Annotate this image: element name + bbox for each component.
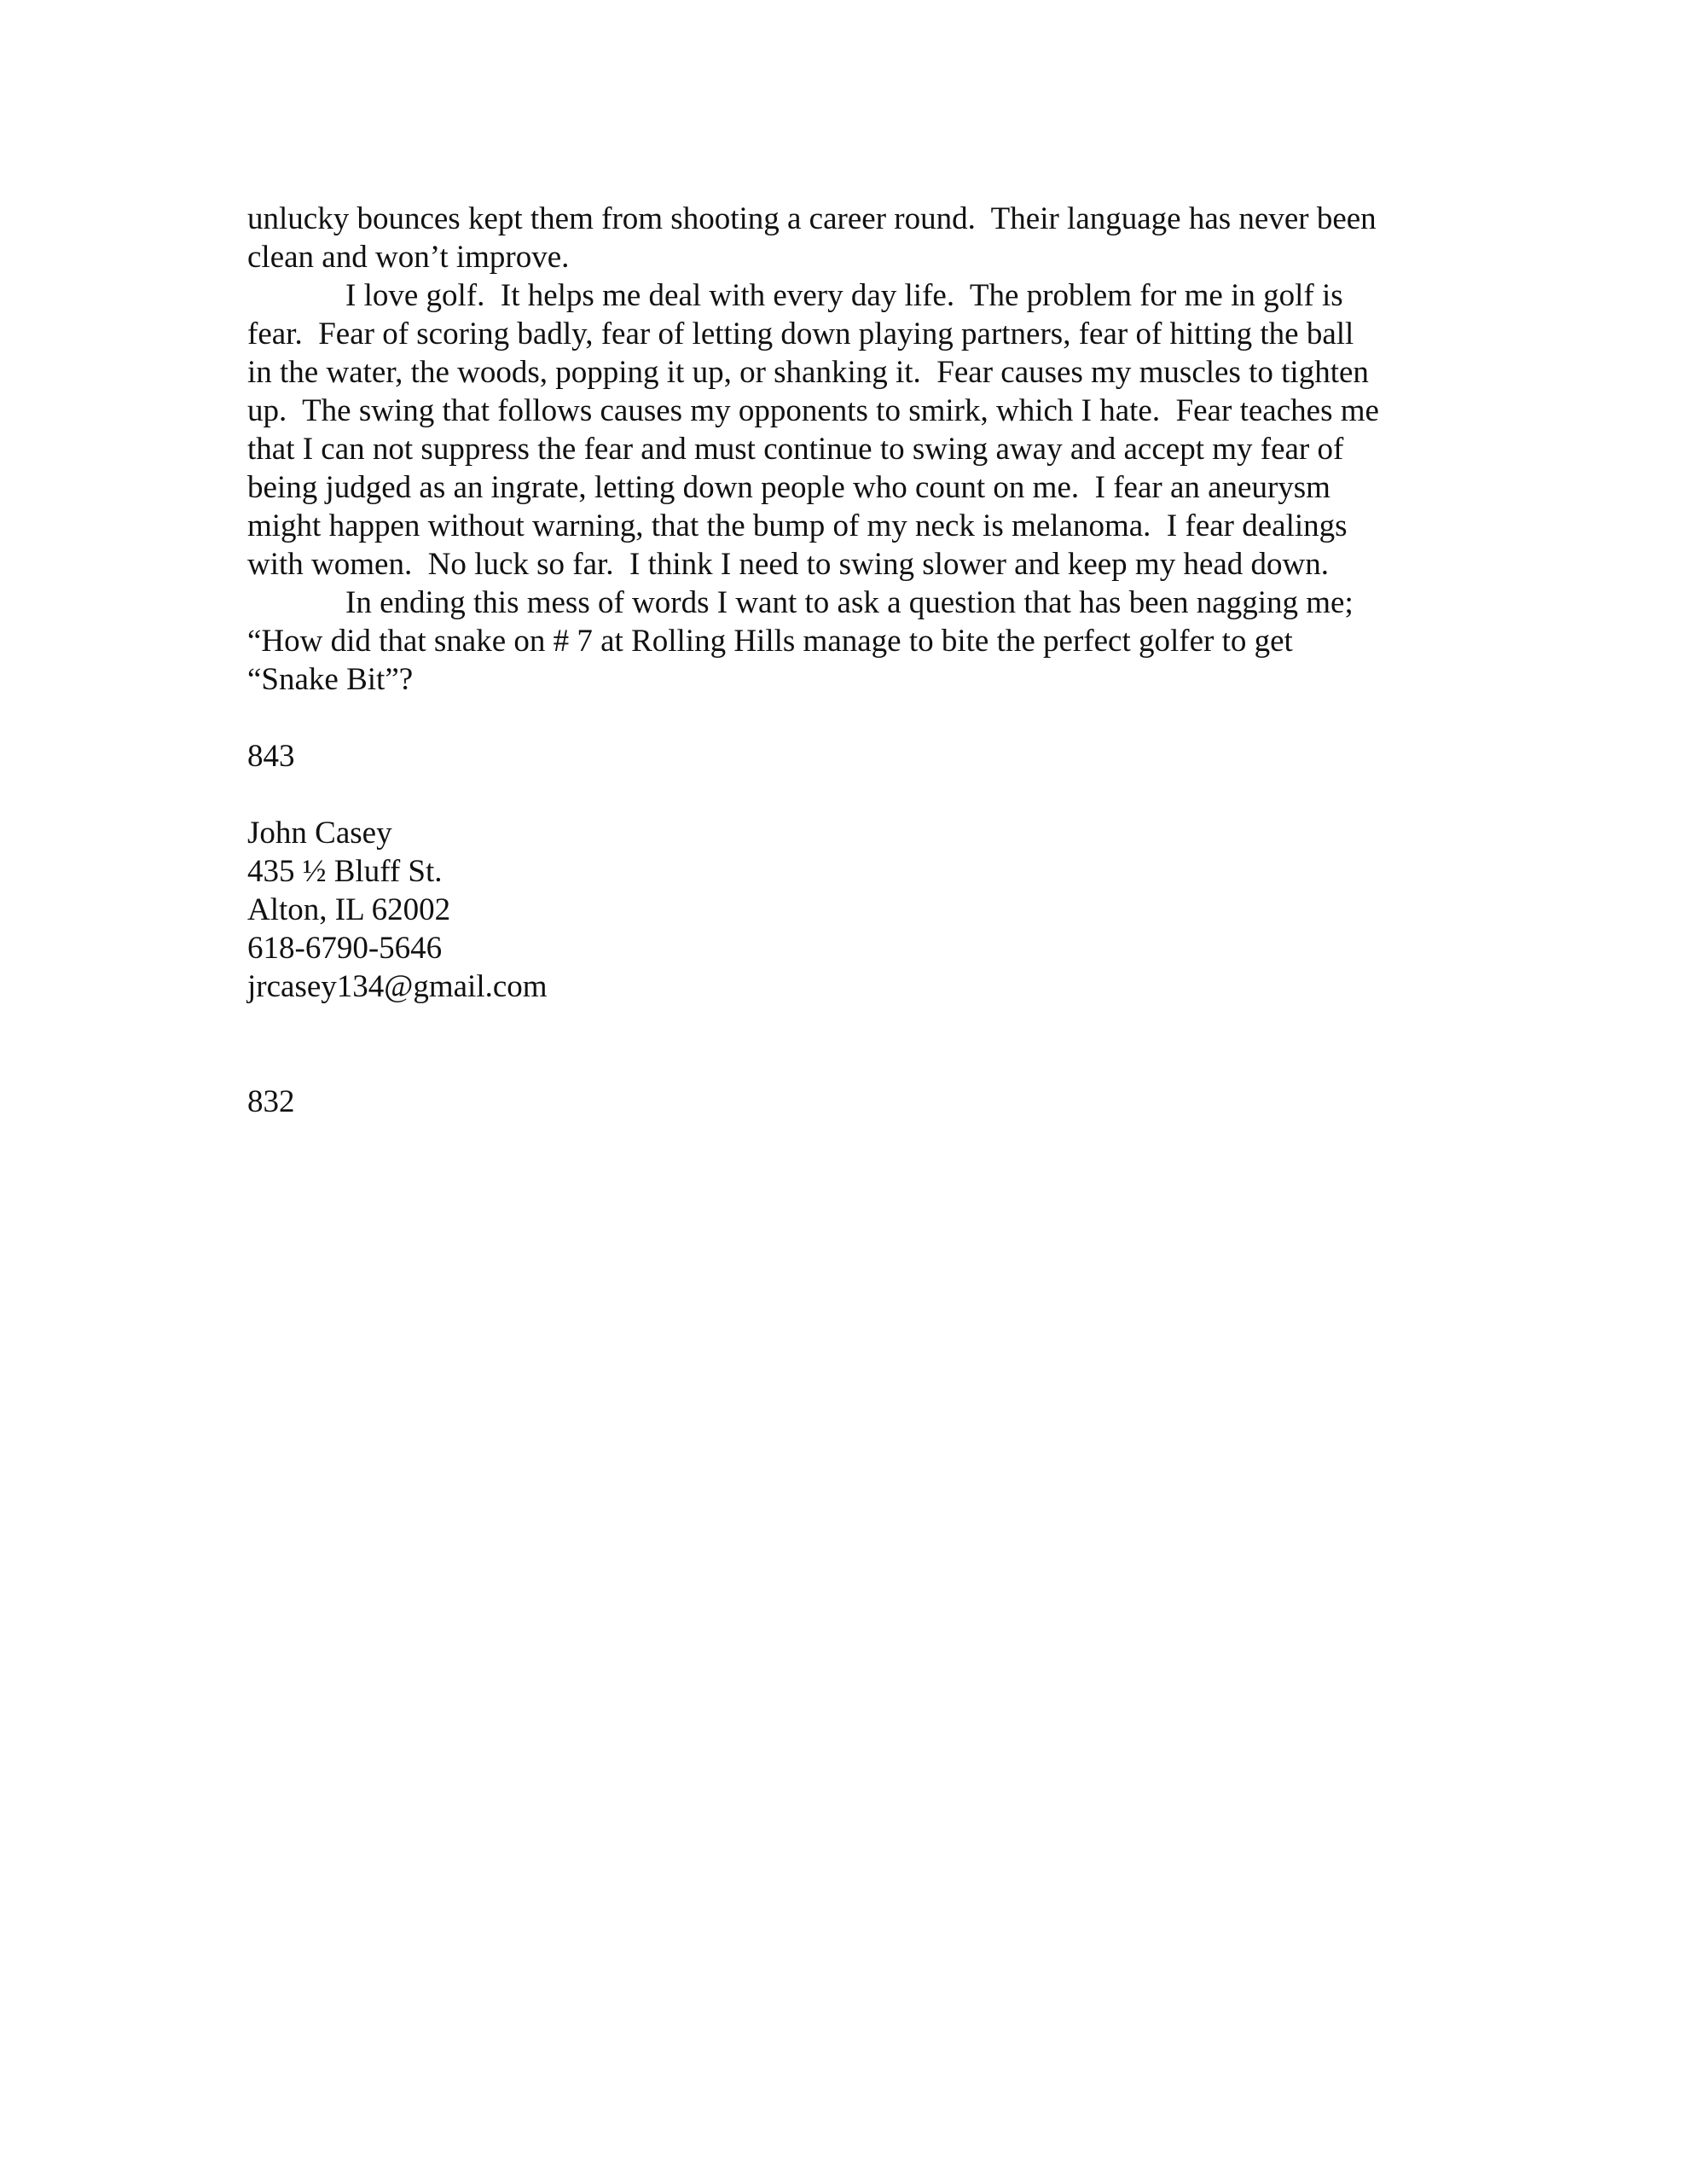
text-line: “How did that snake on # 7 at Rolling Hills manage to bite the perfect golfer to get: [247, 624, 1293, 659]
text-line: clean and won’t improve.: [247, 240, 570, 275]
text-line: might happen without warning, that the bump of my neck is melanoma. I fear dealings: [247, 508, 1348, 543]
text-line: In ending this mess of words I want to ask a question that has been nagging me;: [345, 585, 1354, 620]
text-line: being judged as an ingrate, letting down people who count on me. I fear an aneurysm: [247, 470, 1330, 505]
author-street: 435 ½ Bluff St.: [247, 854, 443, 889]
author-name: John Casey: [247, 816, 392, 851]
text-line: I love golf. It helps me deal with every day life. The problem for me in golf is: [345, 278, 1343, 313]
text-line: up. The swing that follows causes my opponents to smirk, which I hate. Fear teaches me: [247, 393, 1379, 428]
author-email: jrcasey134@gmail.com: [247, 969, 548, 1004]
text-line: with women. No luck so far. I think I need to swing slower and keep my head down.: [247, 547, 1330, 582]
text-line: that I can not suppress the fear and must continue to swing away and accept my fear of: [247, 432, 1344, 467]
author-phone: 618-6790-5646: [247, 931, 443, 966]
text-line: fear. Fear of scoring badly, fear of letting down playing partners, fear of hitting the ball: [247, 317, 1354, 351]
text-line: in the water, the woods, popping it up, or shanking it. Fear causes my muscles to tighten: [247, 355, 1369, 390]
author-city: Alton, IL 62002: [247, 892, 451, 927]
word-count: 843: [247, 739, 295, 774]
text-line: “Snake Bit”?: [247, 662, 414, 697]
text-line: unlucky bounces kept them from shooting a career round. Their language has never been: [247, 201, 1377, 236]
word-count: 832: [247, 1084, 295, 1119]
